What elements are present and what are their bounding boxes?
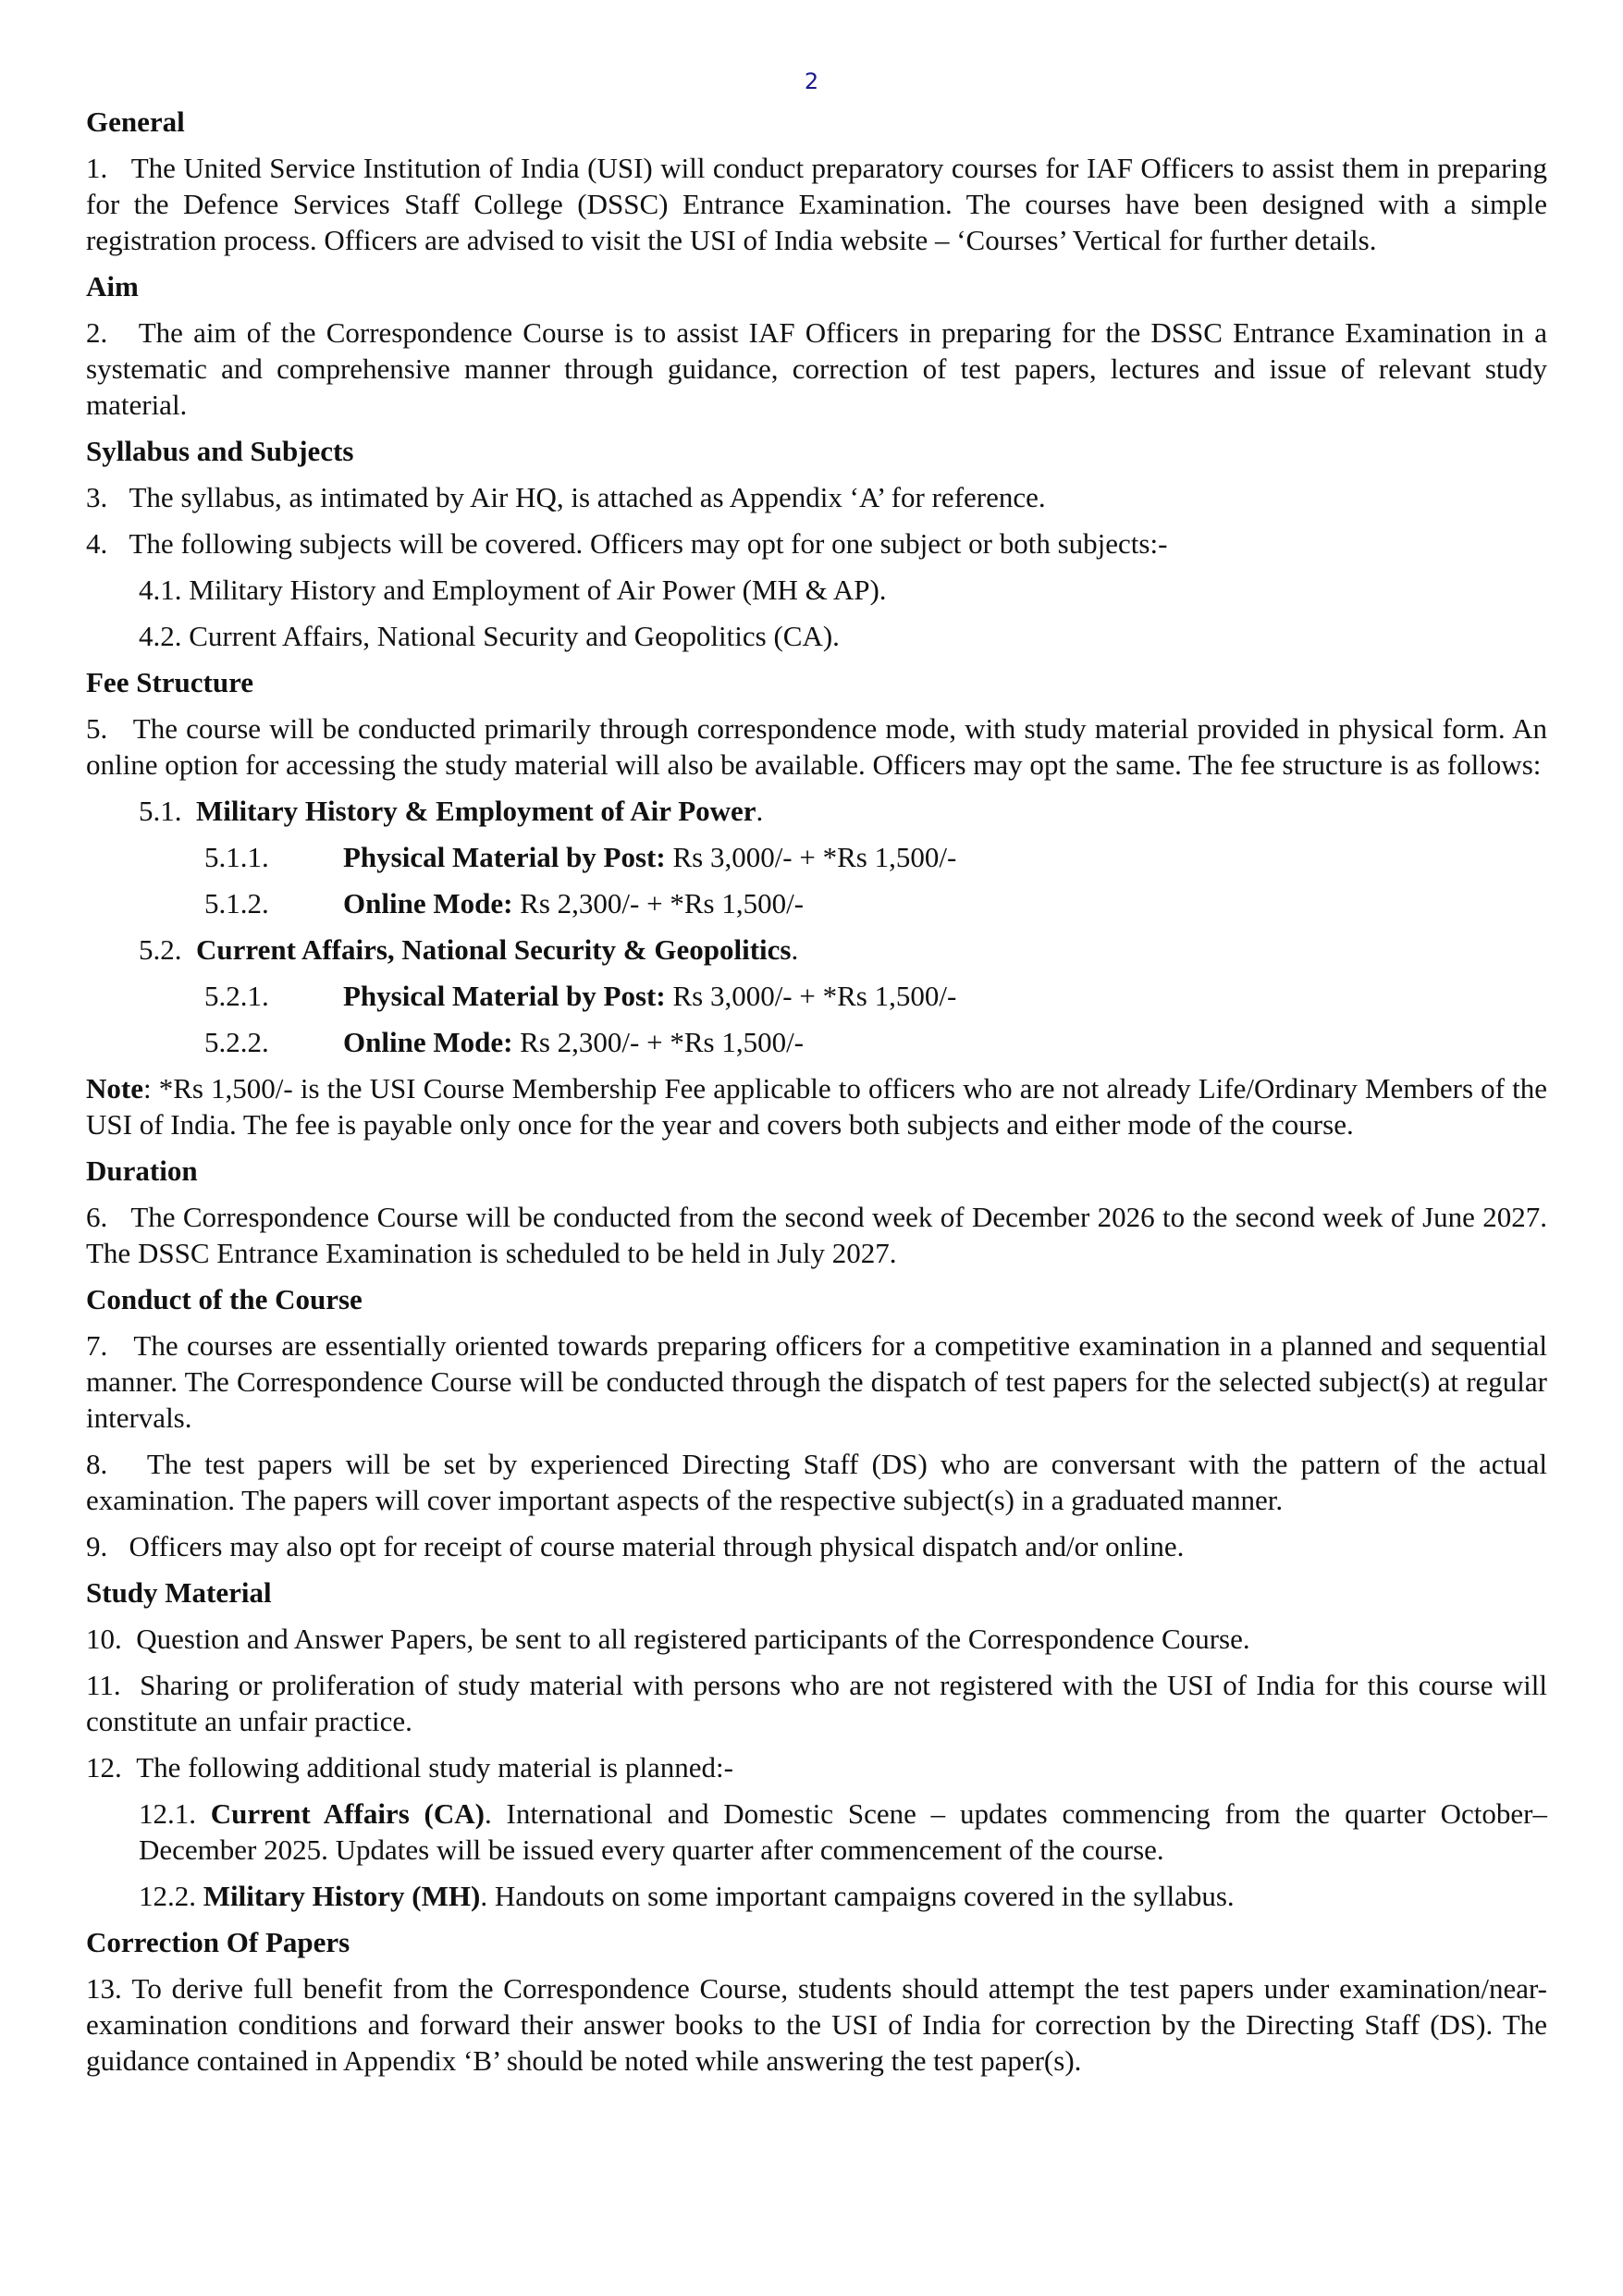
- paragraph-5: [86, 710, 1547, 783]
- item-label: Online Mode:: [343, 1026, 513, 1058]
- paragraph-number: 5.: [86, 712, 108, 745]
- item-value: Rs 3,000/- + *Rs 1,500/-: [665, 841, 957, 873]
- item-value: Rs 2,300/- + *Rs 1,500/-: [512, 887, 805, 920]
- paragraph-number: 6.: [86, 1201, 108, 1233]
- paragraph-2: [86, 315, 1547, 423]
- subparagraph-number: 12.1.: [139, 1797, 196, 1830]
- paragraph-11: [86, 1667, 1547, 1739]
- page-number: 2: [804, 68, 819, 94]
- paragraph-text: Officers may also opt for receipt of course material through physical dispatch and/or online.: [129, 1530, 1185, 1562]
- paragraph-number: 8.: [86, 1448, 108, 1480]
- document-body: [86, 104, 1547, 2089]
- note-text: : *Rs 1,500/- is the USI Course Membership Fee applicable to officers who are not already Life/Ordinary Members of the USI of India. The fee is payable only once for the year and covers both subjects and either mode of the course.: [86, 1072, 1547, 1141]
- item-number: 5.2.2.: [204, 1026, 269, 1058]
- subparagraph-title: Current Affairs (CA): [210, 1797, 485, 1830]
- paragraph-text: Sharing or proliferation of study material with persons who are not registered with the USI of India for this course will constitute an unfair practice.: [86, 1669, 1548, 1737]
- subparagraph-title: Military History & Employment of Air Power: [196, 795, 756, 827]
- paragraph-text: The United Service Institution of India (USI) will conduct preparatory courses for IAF Officers to assist them in preparing for the Defence Services Staff College (DSSC) Entrance Examination. The courses have been designed with a simple registration process. Officers are advised to visit the USI of India website – ‘Courses’ Vertical for further details.: [86, 152, 1548, 256]
- subparagraph-text: . Handouts on some important campaigns covered in the syllabus.: [480, 1880, 1235, 1912]
- paragraph-number: 4.: [86, 527, 108, 560]
- paragraph-text: The courses are essentially oriented towards preparing officers for a competitive examination in a planned and sequential manner. The Correspondence Course will be conducted through the dispatch of test papers for the selected subject(s) at regular intervals.: [86, 1329, 1547, 1434]
- paragraph-text: The test papers will be set by experienced Directing Staff (DS) who are conversant with the pattern of the actual examination. The papers will cover important aspects of the respective subject(s) in a graduated manner.: [86, 1448, 1548, 1516]
- paragraph-text: The aim of the Correspondence Course is to assist IAF Officers in preparing for the DSSC Entrance Examination in a systematic and comprehensive manner through guidance, correction of test papers, lectures and issue of relevant study material.: [86, 316, 1548, 421]
- paragraph-number: 7.: [86, 1329, 108, 1362]
- heading-syllabus: Syllabus and Subjects: [86, 435, 354, 467]
- paragraph-text: The following additional study material is planned:-: [136, 1751, 733, 1784]
- paragraph-number: 2.: [86, 316, 108, 349]
- item-value: Rs 3,000/- + *Rs 1,500/-: [665, 980, 957, 1012]
- paragraph-number: 9.: [86, 1530, 108, 1562]
- paragraph-4: [86, 525, 1547, 562]
- paragraph-text: To derive full benefit from the Correspondence Course, students should attempt the test papers under examination/near-examination conditions and forward their answer books to the USI of India for correction by the Directing Staff (DS). The guidance contained in Appendix ‘B’ should be noted while answering the test paper(s).: [86, 1972, 1547, 2077]
- paragraph-1: [86, 150, 1547, 258]
- paragraph-text: The following subjects will be covered. Officers may opt for one subject or both subjects:-: [129, 527, 1168, 560]
- heading-study-material: Study Material: [86, 1576, 272, 1609]
- paragraph-text: The course will be conducted primarily through correspondence mode, with study material provided in physical form. An online option for accessing the study material will also be available. Officers may opt the same. The fee structure is as follows:: [86, 712, 1548, 781]
- subparagraph-number: 5.2.: [139, 933, 182, 966]
- fee-item-5-2-1: [86, 978, 1547, 1014]
- subparagraph-text: . International and Domestic Scene – updates commencing from the quarter October–December 2025. Updates will be issued every quarter after commencement of the course.: [139, 1797, 1547, 1866]
- subparagraph-12-2: [86, 1878, 1547, 1914]
- subparagraph-5-1: 5.1. Military History & Employment of Air Power.: [139, 795, 764, 827]
- heading-duration: Duration: [86, 1154, 198, 1187]
- heading-general: General: [86, 105, 185, 138]
- paragraph-text: Question and Answer Papers, be sent to all registered participants of the Correspondence Course.: [136, 1623, 1250, 1655]
- subparagraph-title: Military History (MH): [203, 1880, 481, 1912]
- heading-fee-structure: Fee Structure: [86, 666, 254, 698]
- paragraph-text: The syllabus, as intimated by Air HQ, is attached as Appendix ‘A’ for reference.: [129, 481, 1046, 513]
- paragraph-13: [86, 1970, 1547, 2079]
- fee-item-5-1-1: [86, 839, 1547, 875]
- paragraph-text: The Correspondence Course will be conducted from the second week of December 2026 to the second week of June 2027. The DSSC Entrance Examination is scheduled to be held in July 2027.: [86, 1201, 1547, 1269]
- paragraph-number: 12.: [86, 1751, 122, 1784]
- paragraph-number: 13.: [86, 1972, 122, 2005]
- item-number: 5.1.1.: [204, 841, 269, 873]
- fee-note: [86, 1070, 1547, 1142]
- subparagraph-4-2: 4.2. Current Affairs, National Security and Geopolitics (CA).: [139, 620, 840, 652]
- item-number: 5.1.2.: [204, 887, 269, 920]
- paragraph-10: [86, 1621, 1547, 1657]
- item-value: Rs 2,300/- + *Rs 1,500/-: [512, 1026, 805, 1058]
- item-label: Physical Material by Post:: [343, 841, 666, 873]
- fee-item-5-1-2: [86, 885, 1547, 921]
- subparagraph-title: Current Affairs, National Security & Geopolitics: [196, 933, 792, 966]
- subparagraph-12-1: [86, 1796, 1547, 1868]
- heading-correction: Correction Of Papers: [86, 1926, 350, 1958]
- item-label: Online Mode:: [343, 887, 513, 920]
- note-label: Note: [86, 1072, 143, 1105]
- item-number: 5.2.1.: [204, 980, 269, 1012]
- subparagraph-number: 5.1.: [139, 795, 182, 827]
- paragraph-3: [86, 479, 1547, 515]
- paragraph-number: 10.: [86, 1623, 122, 1655]
- paragraph-number: 1.: [86, 152, 108, 184]
- fee-item-5-2-2: [86, 1024, 1547, 1060]
- heading-conduct: Conduct of the Course: [86, 1283, 363, 1315]
- subparagraph-5-2: 5.2. Current Affairs, National Security & Geopolitics.: [139, 933, 799, 966]
- subparagraph-4-1: 4.1. Military History and Employment of Air Power (MH & AP).: [139, 574, 887, 606]
- subparagraph-number: 12.2.: [139, 1880, 196, 1912]
- paragraph-8: [86, 1446, 1547, 1518]
- paragraph-number: 11.: [86, 1669, 121, 1701]
- paragraph-6: [86, 1199, 1547, 1271]
- heading-aim: Aim: [86, 270, 139, 302]
- paragraph-9: [86, 1528, 1547, 1564]
- paragraph-number: 3.: [86, 481, 108, 513]
- paragraph-7: [86, 1327, 1547, 1436]
- paragraph-12: [86, 1749, 1547, 1785]
- item-label: Physical Material by Post:: [343, 980, 666, 1012]
